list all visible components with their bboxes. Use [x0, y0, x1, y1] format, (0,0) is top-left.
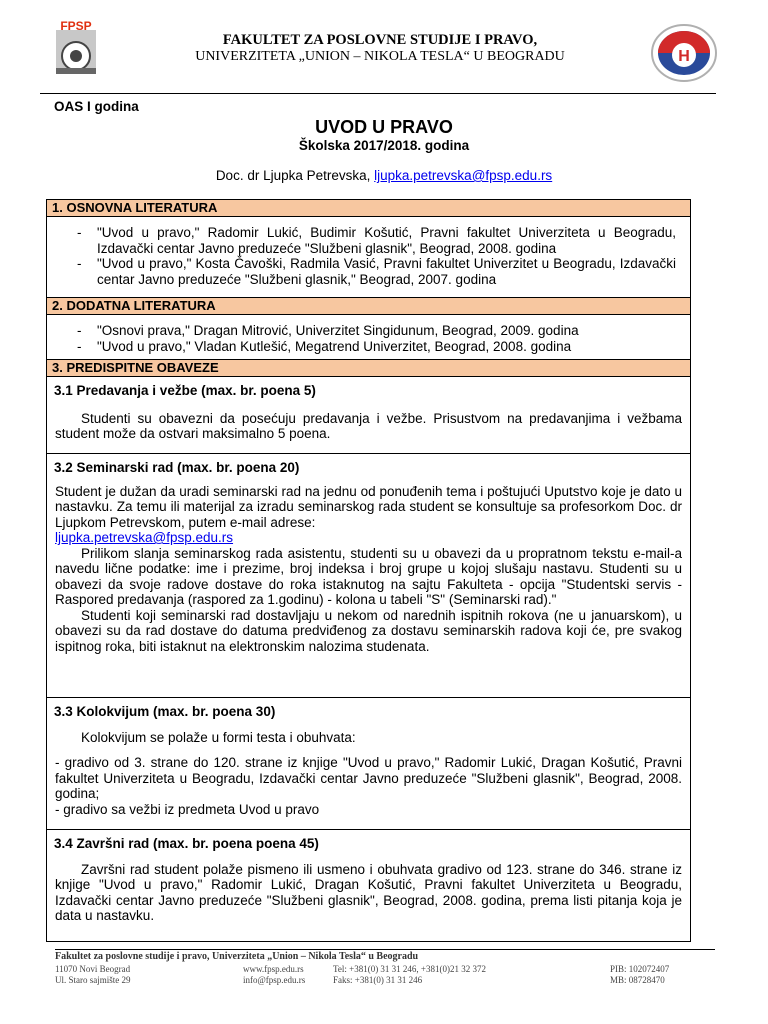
school-year: Školska 2017/2018. godina	[298, 138, 470, 153]
seminar-title: 3.2 Seminarski rad (max. br. poena 20)	[54, 460, 300, 475]
final-exam-cell	[47, 836, 690, 941]
additional-literature-list	[47, 315, 690, 363]
footer-divider	[55, 949, 715, 950]
colloquium-title: 3.3 Kolokvijum (max. br. poena 30)	[54, 704, 276, 719]
list-item: - "Osnovi prava," Dragan Mitrović, Univerzitet Singidunum, Beograd, 2009. godina	[77, 323, 676, 339]
list-item: - "Uvod u pravo," Kosta Čavoški, Radmila Vasić, Pravni fakultet Univerzitet u Beogradu, Izdavački centar Javno preduzeće "Službeni glasnik," Beograd, 2007. godina	[77, 256, 676, 287]
footer-mail[interactable]: info@fpsp.edu.rs	[243, 975, 306, 985]
footer-address-2: Ul. Staro sajmište 29	[55, 975, 131, 985]
footer-tel: Tel: +381(0) 31 31 246, +381(0)21 32 372	[333, 964, 487, 974]
page-title: UVOD U PRAVO	[315, 117, 453, 137]
basic-literature-cell	[47, 217, 690, 298]
university-seal-icon	[650, 24, 718, 82]
footer	[0, 945, 768, 1024]
author-line	[0, 168, 768, 183]
footer-fax: Faks: +381(0) 31 31 246	[333, 975, 423, 985]
study-level: OAS I godina	[54, 99, 139, 114]
list-item: - "Uvod u pravo," Vladan Kutlešić, Megatrend Univerzitet, Beograd, 2008. godina	[77, 339, 676, 355]
colloquium-text-1: Kolokvijum se polaže u formi testa i obuhvata:	[81, 729, 356, 745]
faculty-name: FAKULTET ZA POSLOVNE STUDIJE I PRAVO,	[222, 32, 538, 48]
page-header	[0, 0, 768, 95]
fpsp-logo-icon	[50, 20, 102, 80]
lectures-text: Studenti su obavezni da posećuju predavanja i vežbe. Prisustvom na predavanjima i vežbama student može da ostvari maksimalno 5 poena.	[55, 410, 682, 441]
svg-text:H: H	[678, 48, 690, 65]
final-exam-text: Završni rad student polaže pismeno ili usmeno i obuhvata gradivo od 123. strane do 346. strane iz knjige "Uvod u pravo," Radomir Lukić, Dragan Košutić, Pravni fakultet Univerziteta u Beogradu, Izdavački centar Javno preduzeće "Službeni glasnik", Beograd, 2008. godina, prema listi pitanja koja je data u nastavku.	[55, 861, 682, 923]
seminar-email-link[interactable]: ljupka.petrevska@fpsp.edu.rs	[55, 530, 234, 545]
additional-literature-cell	[47, 315, 690, 360]
header-divider	[40, 93, 716, 94]
section-heading-additional-literature: 2. DODATNA LITERATURA	[47, 298, 690, 315]
section-heading-basic-literature: 1. OSNOVNA LITERATURA	[47, 200, 690, 217]
section-heading-pre-exam: 3. PREDISPITNE OBAVEZE	[47, 360, 690, 377]
svg-text:FPSP: FPSP	[60, 20, 92, 33]
lectures-title: 3.1 Predavanja i vežbe (max. br. poena 5)	[54, 383, 316, 398]
seminar-text-3: Studenti koji seminarski rad dostavljaju u nekom od narednih ispitnih rokova (ne u januarskom), u obavezi su da rad dostave do datuma predviđenog za dostavu seminarskih radova koji će, pre svakog ispitnog roka, biti istaknut na elektronskim nalozima studenata.	[55, 607, 682, 654]
colloquium-text-2: - gradivo od 3. strane do 120. strane iz knjige "Uvod u pravo," Radomir Lukić, Dragan Košutić, Pravni fakultet Univerziteta u Beogradu, Izdavački centar Javno preduzeće "Službeni glasnik", Beograd, 2008. godina;	[55, 755, 682, 801]
footer-pib: PIB: 102072407	[610, 964, 670, 974]
seminar-text-1-body: Student je dužan da uradi seminarski rad na jednu od ponuđenih tema i poštujući Uputstvo koje je dato u nastavku. Za temu ili materijal za izradu seminarskog rada student se konsultuje sa profesorkom Doc. dr Ljupkom Petrevskom, putem e-mail adrese:	[55, 483, 682, 530]
author-name: Doc. dr Ljupka Petrevska,	[215, 168, 375, 183]
list-item: - "Uvod u pravo," Radomir Lukić, Budimir Košutić, Pravni fakultet Univerziteta u Beogradu, Izdavački centar Javno preduzeće "Službeni glasnik", Beograd, 2008. godina	[77, 225, 676, 256]
footer-address-1: 11070 Novi Beograd	[55, 964, 131, 974]
footer-web[interactable]: www.fpsp.edu.rs	[243, 964, 304, 974]
author-email-link[interactable]: ljupka.petrevska@fpsp.edu.rs	[374, 168, 553, 183]
seminar-cell	[47, 460, 690, 698]
basic-literature-list	[47, 217, 690, 296]
course-table	[46, 199, 691, 942]
colloquium-cell	[47, 704, 690, 830]
seminar-text-2: Prilikom slanja seminarskog rada asistentu, studenti su u obavezi da u propratnom tekstu e-mail-a navedu lične podatke: ime i prezime, broj indeksa i broj grupe u kojoj slušaju nastavu. Studenti su u obavezi da svoje radove dostave do roka istaknutog na sajtu Fakulteta - opcija "Studentski servis - Raspored predavanja (raspored za 1.godinu) - kolona u tabeli "S" (Seminarski rad)."	[55, 545, 682, 607]
colloquium-text-3: - gradivo sa vežbi iz predmeta Uvod u pravo	[55, 801, 320, 817]
footer-title: Fakultet za poslovne studije i pravo, Univerziteta „Union – Nikola Tesla“ u Beogradu	[55, 951, 419, 962]
seminar-text-1	[47, 484, 690, 546]
footer-mb: MB: 08728470	[610, 975, 665, 985]
university-name: UNIVERZITETA „UNION – NIKOLA TESLA“ U BEOGRADU	[195, 49, 565, 64]
final-exam-title: 3.4 Završni rad (max. br. poena poena 45)	[54, 836, 319, 851]
lectures-cell	[47, 383, 690, 454]
